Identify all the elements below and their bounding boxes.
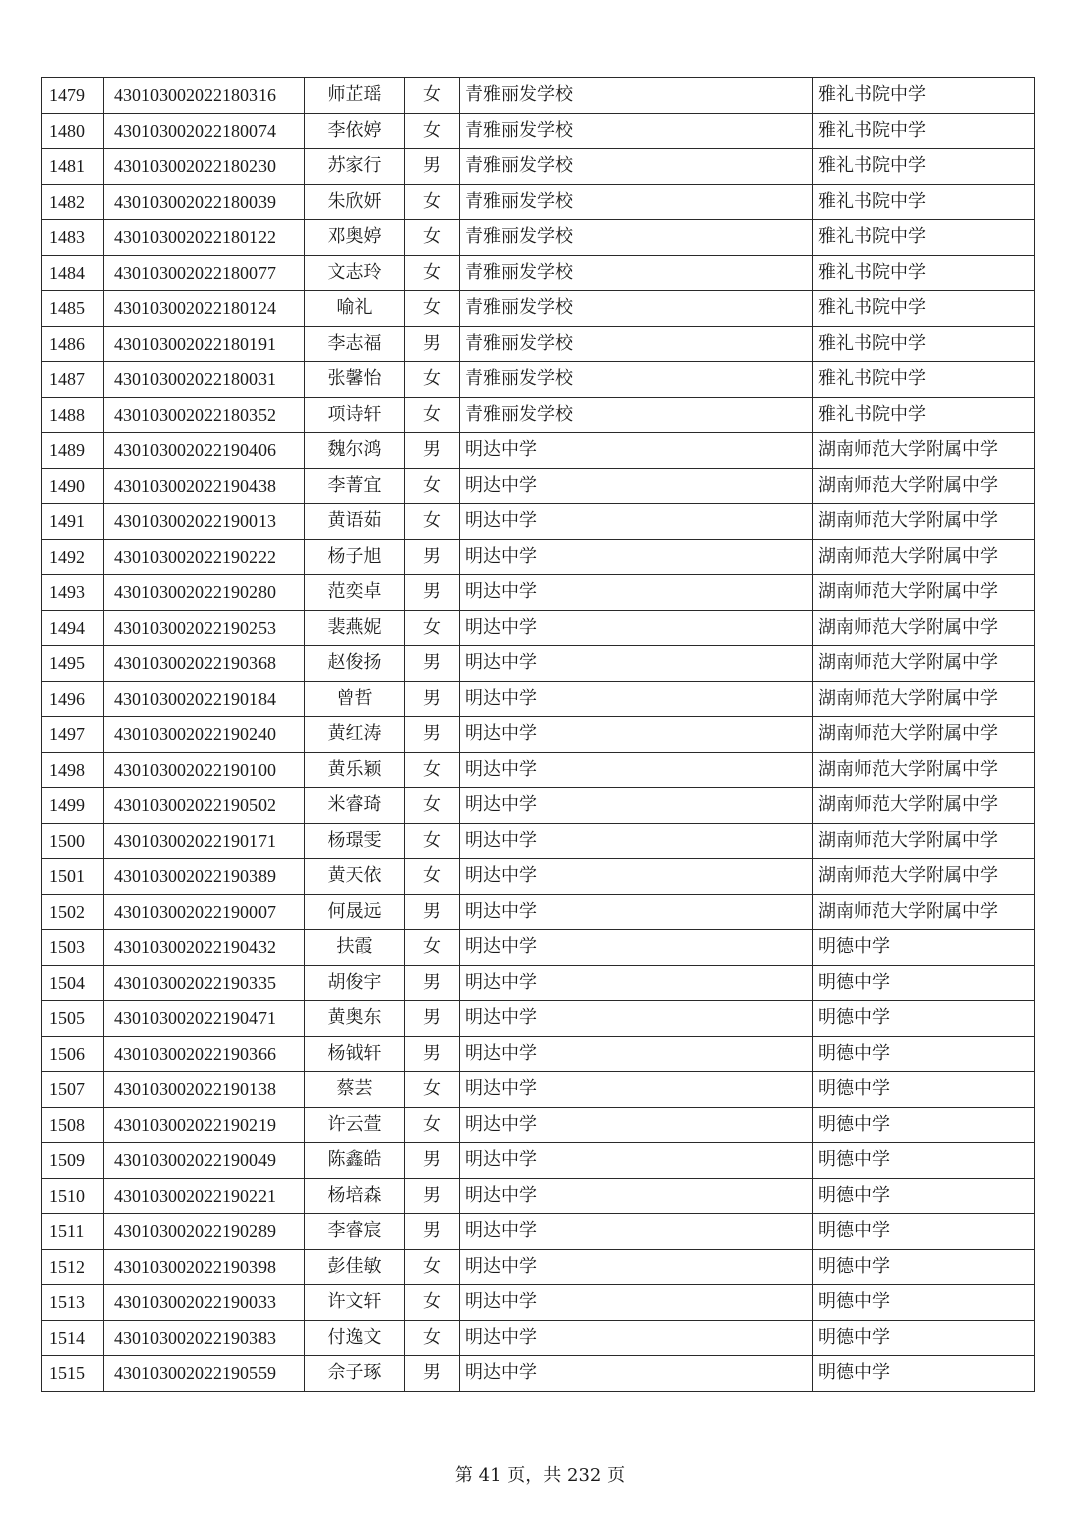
cell-gender: 女	[405, 397, 460, 433]
cell-admitted-school: 雅礼书院中学	[813, 326, 1035, 362]
cell-gender: 男	[405, 326, 460, 362]
cell-student-name: 曾哲	[305, 681, 405, 717]
cell-admitted-school: 湖南师范大学附属中学	[813, 433, 1035, 469]
cell-gender: 女	[405, 788, 460, 824]
table-row	[42, 752, 1035, 788]
cell-school: 明达中学	[460, 1178, 813, 1214]
cell-school: 明达中学	[460, 539, 813, 575]
table-row	[42, 539, 1035, 575]
cell-exam-id: 430103002022190559	[104, 1356, 305, 1392]
cell-exam-id: 430103002022190406	[104, 433, 305, 469]
cell-school: 明达中学	[460, 575, 813, 611]
cell-school: 青雅丽发学校	[460, 326, 813, 362]
cell-student-name: 范奕卓	[305, 575, 405, 611]
cell-admitted-school: 雅礼书院中学	[813, 78, 1035, 114]
cell-admitted-school: 雅礼书院中学	[813, 291, 1035, 327]
table-row	[42, 823, 1035, 859]
cell-gender: 男	[405, 1178, 460, 1214]
cell-admitted-school: 明德中学	[813, 1249, 1035, 1285]
cell-student-name: 李依婷	[305, 113, 405, 149]
cell-admitted-school: 湖南师范大学附属中学	[813, 468, 1035, 504]
cell-student-name: 张馨怡	[305, 362, 405, 398]
cell-gender: 女	[405, 1249, 460, 1285]
cell-school: 青雅丽发学校	[460, 397, 813, 433]
cell-exam-id: 430103002022180074	[104, 113, 305, 149]
cell-seq: 1506	[42, 1036, 104, 1072]
table-row	[42, 433, 1035, 469]
cell-exam-id: 430103002022190366	[104, 1036, 305, 1072]
cell-admitted-school: 明德中学	[813, 1072, 1035, 1108]
cell-school: 明达中学	[460, 788, 813, 824]
cell-gender: 女	[405, 823, 460, 859]
cell-exam-id: 430103002022190398	[104, 1249, 305, 1285]
cell-school: 明达中学	[460, 752, 813, 788]
cell-admitted-school: 湖南师范大学附属中学	[813, 894, 1035, 930]
cell-exam-id: 430103002022180316	[104, 78, 305, 114]
cell-exam-id: 430103002022180077	[104, 255, 305, 291]
cell-gender: 男	[405, 894, 460, 930]
cell-seq: 1480	[42, 113, 104, 149]
cell-seq: 1492	[42, 539, 104, 575]
cell-school: 明达中学	[460, 1072, 813, 1108]
table-row	[42, 965, 1035, 1001]
cell-exam-id: 430103002022190280	[104, 575, 305, 611]
cell-gender: 女	[405, 113, 460, 149]
table-row	[42, 894, 1035, 930]
cell-school: 明达中学	[460, 894, 813, 930]
cell-exam-id: 430103002022190253	[104, 610, 305, 646]
cell-student-name: 项诗轩	[305, 397, 405, 433]
cell-student-name: 黄天依	[305, 859, 405, 895]
cell-admitted-school: 雅礼书院中学	[813, 184, 1035, 220]
table-row	[42, 326, 1035, 362]
table-row	[42, 1285, 1035, 1321]
cell-student-name: 付逸文	[305, 1320, 405, 1356]
cell-exam-id: 430103002022190007	[104, 894, 305, 930]
cell-student-name: 黄语茹	[305, 504, 405, 540]
cell-school: 明达中学	[460, 1285, 813, 1321]
table-row	[42, 78, 1035, 114]
cell-student-name: 何晟远	[305, 894, 405, 930]
cell-gender: 男	[405, 149, 460, 185]
cell-admitted-school: 明德中学	[813, 1036, 1035, 1072]
cell-seq: 1491	[42, 504, 104, 540]
cell-seq: 1495	[42, 646, 104, 682]
cell-exam-id: 430103002022180352	[104, 397, 305, 433]
cell-admitted-school: 湖南师范大学附属中学	[813, 681, 1035, 717]
cell-exam-id: 430103002022190221	[104, 1178, 305, 1214]
cell-gender: 女	[405, 1107, 460, 1143]
table-row	[42, 362, 1035, 398]
cell-admitted-school: 明德中学	[813, 965, 1035, 1001]
cell-gender: 男	[405, 1214, 460, 1250]
cell-exam-id: 430103002022190184	[104, 681, 305, 717]
cell-gender: 男	[405, 433, 460, 469]
cell-gender: 女	[405, 78, 460, 114]
cell-admitted-school: 雅礼书院中学	[813, 113, 1035, 149]
table-row	[42, 681, 1035, 717]
cell-admitted-school: 湖南师范大学附属中学	[813, 859, 1035, 895]
table-row	[42, 184, 1035, 220]
cell-seq: 1484	[42, 255, 104, 291]
cell-exam-id: 430103002022190502	[104, 788, 305, 824]
cell-gender: 女	[405, 291, 460, 327]
cell-exam-id: 430103002022180122	[104, 220, 305, 256]
cell-gender: 女	[405, 468, 460, 504]
cell-admitted-school: 湖南师范大学附属中学	[813, 788, 1035, 824]
cell-gender: 女	[405, 1072, 460, 1108]
cell-student-name: 杨培森	[305, 1178, 405, 1214]
cell-school: 明达中学	[460, 1107, 813, 1143]
cell-exam-id: 430103002022190013	[104, 504, 305, 540]
cell-exam-id: 430103002022190049	[104, 1143, 305, 1179]
table-row	[42, 504, 1035, 540]
cell-gender: 女	[405, 1320, 460, 1356]
table-row	[42, 610, 1035, 646]
cell-exam-id: 430103002022190335	[104, 965, 305, 1001]
cell-school: 明达中学	[460, 1356, 813, 1392]
cell-admitted-school: 明德中学	[813, 1214, 1035, 1250]
cell-school: 青雅丽发学校	[460, 184, 813, 220]
cell-exam-id: 430103002022190033	[104, 1285, 305, 1321]
cell-student-name: 文志玲	[305, 255, 405, 291]
cell-admitted-school: 雅礼书院中学	[813, 255, 1035, 291]
cell-seq: 1509	[42, 1143, 104, 1179]
cell-gender: 男	[405, 681, 460, 717]
cell-gender: 女	[405, 859, 460, 895]
table-row	[42, 1320, 1035, 1356]
roster-table-body	[42, 78, 1035, 1392]
cell-gender: 男	[405, 575, 460, 611]
cell-admitted-school: 雅礼书院中学	[813, 362, 1035, 398]
cell-school: 青雅丽发学校	[460, 113, 813, 149]
cell-student-name: 喻礼	[305, 291, 405, 327]
table-row	[42, 930, 1035, 966]
cell-student-name: 米睿琦	[305, 788, 405, 824]
cell-seq: 1489	[42, 433, 104, 469]
cell-seq: 1513	[42, 1285, 104, 1321]
cell-school: 明达中学	[460, 1320, 813, 1356]
cell-student-name: 陈鑫皓	[305, 1143, 405, 1179]
cell-gender: 男	[405, 1001, 460, 1037]
cell-student-name: 裴燕妮	[305, 610, 405, 646]
table-row	[42, 113, 1035, 149]
cell-admitted-school: 雅礼书院中学	[813, 397, 1035, 433]
cell-admitted-school: 明德中学	[813, 1143, 1035, 1179]
table-row	[42, 1001, 1035, 1037]
cell-admitted-school: 湖南师范大学附属中学	[813, 575, 1035, 611]
cell-school: 明达中学	[460, 717, 813, 753]
table-row	[42, 1107, 1035, 1143]
table-row	[42, 1036, 1035, 1072]
cell-school: 青雅丽发学校	[460, 362, 813, 398]
cell-school: 明达中学	[460, 433, 813, 469]
cell-student-name: 扶霞	[305, 930, 405, 966]
cell-school: 明达中学	[460, 1143, 813, 1179]
cell-seq: 1486	[42, 326, 104, 362]
table-row	[42, 575, 1035, 611]
cell-student-name: 朱欣妍	[305, 184, 405, 220]
cell-seq: 1485	[42, 291, 104, 327]
cell-admitted-school: 明德中学	[813, 1285, 1035, 1321]
table-row	[42, 646, 1035, 682]
table-row	[42, 788, 1035, 824]
cell-seq: 1501	[42, 859, 104, 895]
cell-admitted-school: 明德中学	[813, 1320, 1035, 1356]
cell-student-name: 师芷瑶	[305, 78, 405, 114]
cell-student-name: 黄奥东	[305, 1001, 405, 1037]
cell-gender: 女	[405, 1285, 460, 1321]
cell-exam-id: 430103002022190438	[104, 468, 305, 504]
cell-school: 明达中学	[460, 1036, 813, 1072]
cell-seq: 1515	[42, 1356, 104, 1392]
table-row	[42, 149, 1035, 185]
cell-gender: 男	[405, 1356, 460, 1392]
cell-admitted-school: 湖南师范大学附属中学	[813, 539, 1035, 575]
table-row	[42, 1249, 1035, 1285]
cell-seq: 1488	[42, 397, 104, 433]
cell-school: 明达中学	[460, 610, 813, 646]
cell-seq: 1514	[42, 1320, 104, 1356]
cell-student-name: 黄红涛	[305, 717, 405, 753]
cell-admitted-school: 雅礼书院中学	[813, 149, 1035, 185]
cell-exam-id: 430103002022190432	[104, 930, 305, 966]
cell-exam-id: 430103002022180191	[104, 326, 305, 362]
cell-admitted-school: 明德中学	[813, 1107, 1035, 1143]
cell-school: 明达中学	[460, 823, 813, 859]
cell-seq: 1494	[42, 610, 104, 646]
cell-seq: 1511	[42, 1214, 104, 1250]
cell-seq: 1505	[42, 1001, 104, 1037]
cell-exam-id: 430103002022180031	[104, 362, 305, 398]
cell-exam-id: 430103002022190471	[104, 1001, 305, 1037]
cell-gender: 男	[405, 965, 460, 1001]
cell-gender: 男	[405, 1143, 460, 1179]
cell-exam-id: 430103002022190171	[104, 823, 305, 859]
cell-student-name: 蔡芸	[305, 1072, 405, 1108]
page-number-footer: 第 41 页，共 232 页	[454, 1465, 626, 1486]
cell-admitted-school: 湖南师范大学附属中学	[813, 610, 1035, 646]
cell-admitted-school: 湖南师范大学附属中学	[813, 752, 1035, 788]
cell-exam-id: 430103002022190138	[104, 1072, 305, 1108]
cell-student-name: 李睿宸	[305, 1214, 405, 1250]
cell-exam-id: 430103002022180124	[104, 291, 305, 327]
cell-seq: 1500	[42, 823, 104, 859]
cell-seq: 1493	[42, 575, 104, 611]
cell-gender: 女	[405, 362, 460, 398]
cell-student-name: 彭佳敏	[305, 1249, 405, 1285]
cell-exam-id: 430103002022190289	[104, 1214, 305, 1250]
table-row	[42, 255, 1035, 291]
cell-exam-id: 430103002022180230	[104, 149, 305, 185]
cell-student-name: 杨子旭	[305, 539, 405, 575]
cell-student-name: 胡俊宇	[305, 965, 405, 1001]
cell-gender: 男	[405, 539, 460, 575]
cell-student-name: 苏家行	[305, 149, 405, 185]
cell-seq: 1510	[42, 1178, 104, 1214]
cell-student-name: 许云萱	[305, 1107, 405, 1143]
cell-seq: 1508	[42, 1107, 104, 1143]
cell-admitted-school: 明德中学	[813, 930, 1035, 966]
cell-seq: 1481	[42, 149, 104, 185]
cell-gender: 男	[405, 1036, 460, 1072]
cell-gender: 女	[405, 220, 460, 256]
cell-admitted-school: 明德中学	[813, 1356, 1035, 1392]
cell-admitted-school: 雅礼书院中学	[813, 220, 1035, 256]
cell-admitted-school: 湖南师范大学附属中学	[813, 823, 1035, 859]
table-row	[42, 468, 1035, 504]
cell-gender: 女	[405, 752, 460, 788]
cell-seq: 1482	[42, 184, 104, 220]
cell-school: 明达中学	[460, 1214, 813, 1250]
table-row	[42, 291, 1035, 327]
table-row	[42, 1072, 1035, 1108]
cell-seq: 1487	[42, 362, 104, 398]
cell-student-name: 邓奥婷	[305, 220, 405, 256]
cell-seq: 1503	[42, 930, 104, 966]
cell-admitted-school: 湖南师范大学附属中学	[813, 717, 1035, 753]
table-row	[42, 1356, 1035, 1392]
table-row	[42, 397, 1035, 433]
cell-exam-id: 430103002022180039	[104, 184, 305, 220]
cell-exam-id: 430103002022190222	[104, 539, 305, 575]
cell-gender: 女	[405, 930, 460, 966]
cell-admitted-school: 湖南师范大学附属中学	[813, 646, 1035, 682]
cell-seq: 1479	[42, 78, 104, 114]
cell-school: 青雅丽发学校	[460, 291, 813, 327]
cell-exam-id: 430103002022190100	[104, 752, 305, 788]
table-row	[42, 220, 1035, 256]
roster-table	[41, 77, 1035, 1392]
table-row	[42, 717, 1035, 753]
cell-seq: 1507	[42, 1072, 104, 1108]
cell-student-name: 佘子琢	[305, 1356, 405, 1392]
cell-admitted-school: 湖南师范大学附属中学	[813, 504, 1035, 540]
cell-exam-id: 430103002022190240	[104, 717, 305, 753]
cell-exam-id: 430103002022190368	[104, 646, 305, 682]
cell-school: 明达中学	[460, 965, 813, 1001]
cell-admitted-school: 明德中学	[813, 1001, 1035, 1037]
cell-student-name: 杨璟雯	[305, 823, 405, 859]
cell-student-name: 李菁宜	[305, 468, 405, 504]
table-row	[42, 1143, 1035, 1179]
cell-gender: 女	[405, 255, 460, 291]
cell-student-name: 魏尔鸿	[305, 433, 405, 469]
cell-school: 青雅丽发学校	[460, 255, 813, 291]
cell-seq: 1490	[42, 468, 104, 504]
cell-school: 明达中学	[460, 930, 813, 966]
cell-gender: 女	[405, 504, 460, 540]
cell-gender: 女	[405, 184, 460, 220]
cell-school: 青雅丽发学校	[460, 149, 813, 185]
cell-student-name: 赵俊扬	[305, 646, 405, 682]
cell-student-name: 李志福	[305, 326, 405, 362]
cell-seq: 1504	[42, 965, 104, 1001]
cell-gender: 男	[405, 646, 460, 682]
table-row	[42, 1178, 1035, 1214]
cell-student-name: 杨钺轩	[305, 1036, 405, 1072]
cell-seq: 1499	[42, 788, 104, 824]
cell-seq: 1497	[42, 717, 104, 753]
cell-student-name: 黄乐颖	[305, 752, 405, 788]
cell-school: 青雅丽发学校	[460, 220, 813, 256]
cell-seq: 1498	[42, 752, 104, 788]
cell-school: 青雅丽发学校	[460, 78, 813, 114]
cell-exam-id: 430103002022190383	[104, 1320, 305, 1356]
cell-admitted-school: 明德中学	[813, 1178, 1035, 1214]
cell-school: 明达中学	[460, 1001, 813, 1037]
cell-seq: 1512	[42, 1249, 104, 1285]
cell-seq: 1502	[42, 894, 104, 930]
cell-gender: 女	[405, 610, 460, 646]
cell-school: 明达中学	[460, 504, 813, 540]
cell-school: 明达中学	[460, 1249, 813, 1285]
cell-school: 明达中学	[460, 468, 813, 504]
cell-school: 明达中学	[460, 859, 813, 895]
cell-school: 明达中学	[460, 646, 813, 682]
cell-school: 明达中学	[460, 681, 813, 717]
cell-exam-id: 430103002022190219	[104, 1107, 305, 1143]
table-row	[42, 1214, 1035, 1250]
cell-seq: 1483	[42, 220, 104, 256]
cell-seq: 1496	[42, 681, 104, 717]
cell-student-name: 许文轩	[305, 1285, 405, 1321]
cell-gender: 男	[405, 717, 460, 753]
table-row	[42, 859, 1035, 895]
cell-exam-id: 430103002022190389	[104, 859, 305, 895]
